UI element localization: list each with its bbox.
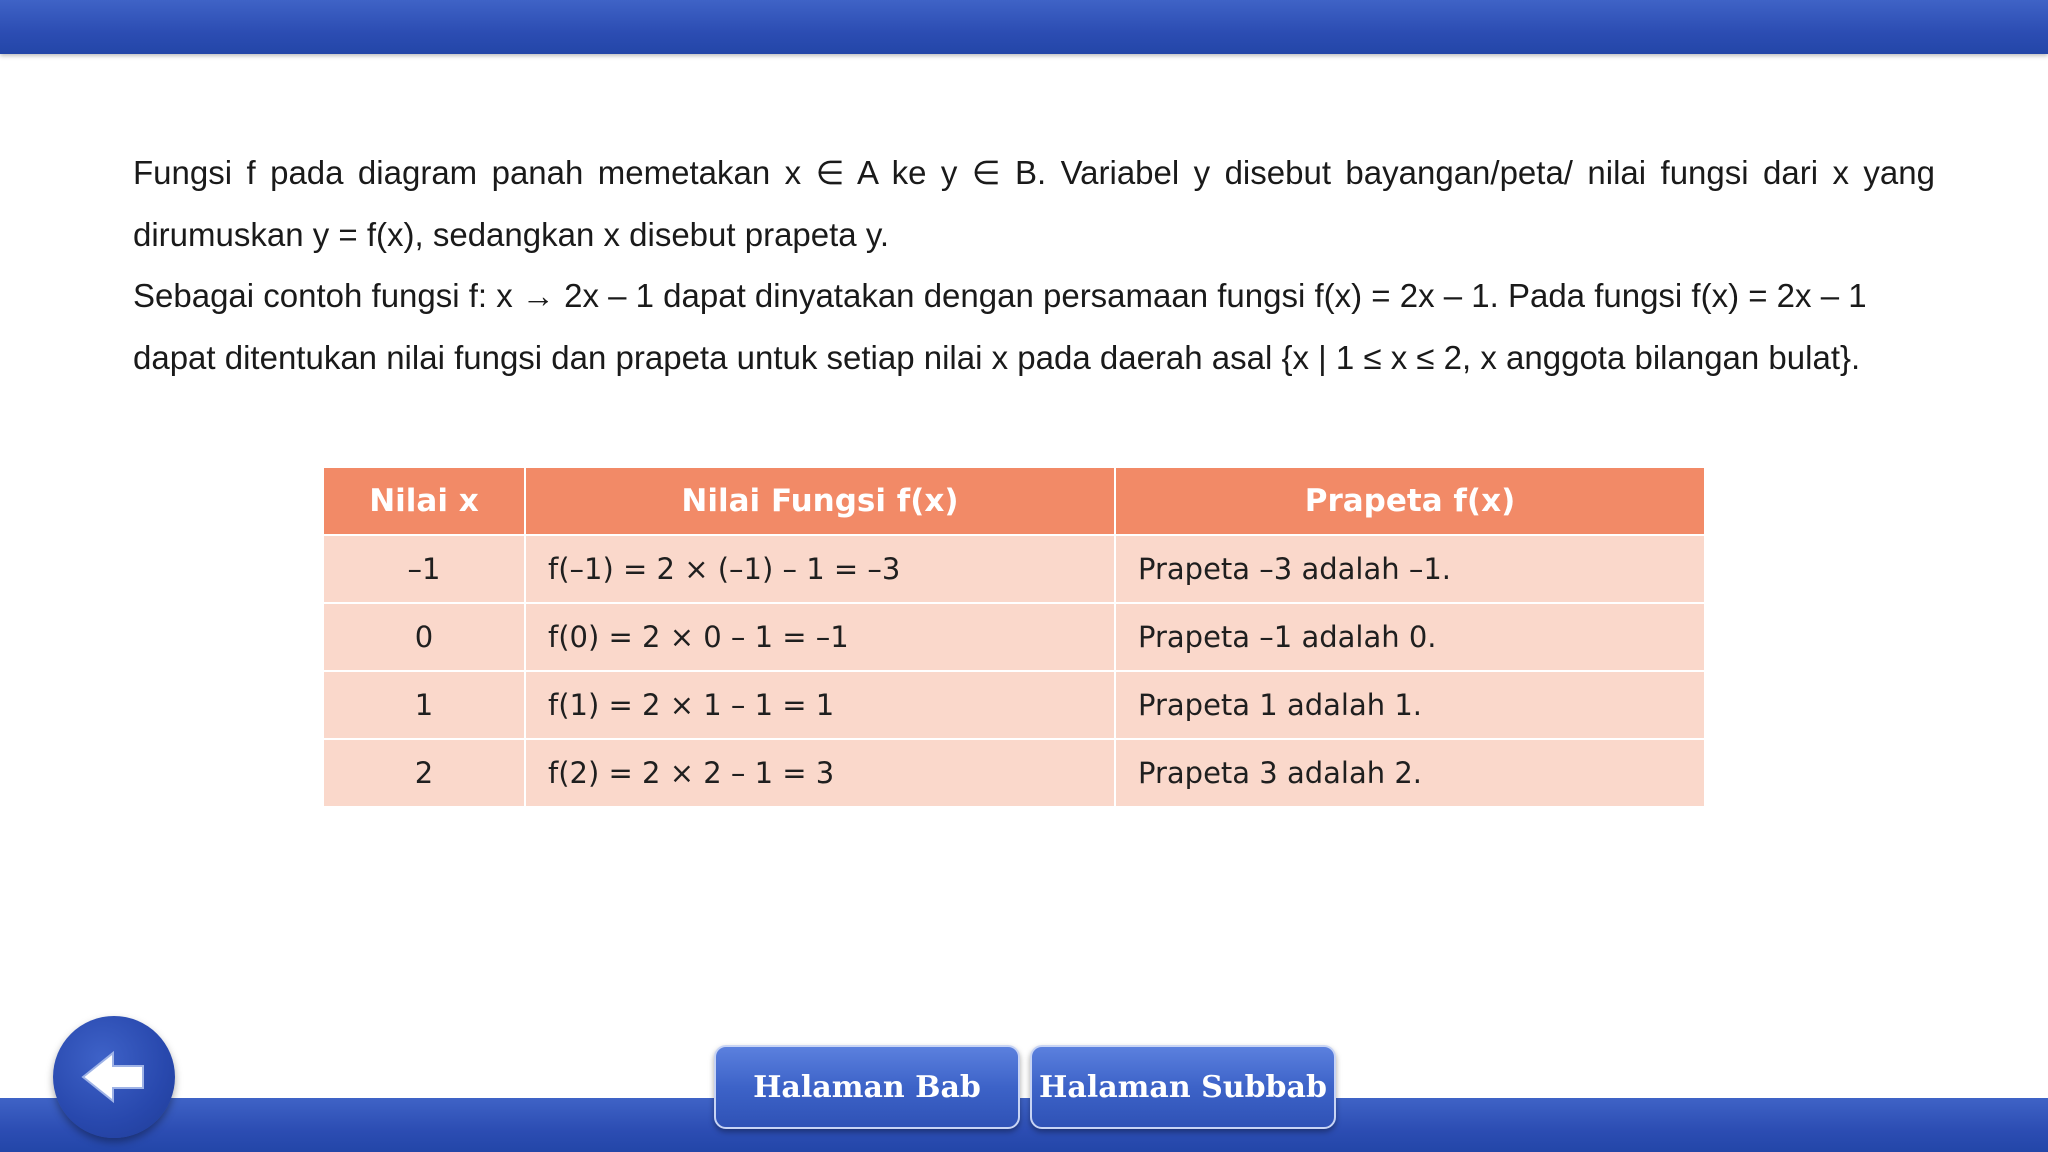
bottom-bar	[0, 1098, 2048, 1152]
back-button[interactable]	[53, 1016, 175, 1138]
explanation-text	[133, 142, 1935, 388]
cell-prapeta: Prapeta 1 adalah 1.	[1115, 671, 1704, 739]
cell-nilai-fungsi: f(–1) = 2 × (–1) – 1 = –3	[525, 535, 1115, 603]
paragraph-definition: Fungsi f pada diagram panah memetakan x ∈ A ke y ∈ B. Variabel y disebut bayangan/peta/ nilai fungsi dari x yang dirumuskan y = f(x), sedangkan x disebut prapeta y.	[133, 154, 1935, 253]
top-bar	[0, 0, 2048, 54]
header-nilai-fungsi: Nilai Fungsi f(x)	[525, 468, 1115, 535]
cell-prapeta: Prapeta 3 adalah 2.	[1115, 739, 1704, 806]
table-row	[324, 671, 1704, 739]
halaman-bab-button[interactable]: Halaman Bab	[714, 1045, 1020, 1129]
halaman-subbab-button[interactable]: Halaman Subbab	[1030, 1045, 1336, 1129]
paragraph-example: Sebagai contoh fungsi f: x → 2x – 1 dapat dinyatakan dengan persamaan fungsi f(x) = 2x – 1. Pada fungsi f(x) = 2x – 1 dapat ditentukan nilai fungsi dan prapeta untuk setiap nilai x pada daerah asal {x | 1 ≤ x ≤ 2, x anggota bilangan bulat}.	[133, 277, 1867, 376]
cell-nilai-fungsi: f(0) = 2 × 0 – 1 = –1	[525, 603, 1115, 671]
function-table-container	[324, 468, 1704, 806]
table-row	[324, 535, 1704, 603]
cell-nilai-fungsi: f(2) = 2 × 2 – 1 = 3	[525, 739, 1115, 806]
header-nilai-x: Nilai x	[324, 468, 525, 535]
table-header-row	[324, 468, 1704, 535]
header-prapeta: Prapeta f(x)	[1115, 468, 1704, 535]
cell-x: 1	[324, 671, 525, 739]
back-arrow-icon	[79, 1049, 149, 1105]
cell-x: –1	[324, 535, 525, 603]
cell-prapeta: Prapeta –1 adalah 0.	[1115, 603, 1704, 671]
function-table	[324, 468, 1704, 806]
cell-x: 2	[324, 739, 525, 806]
cell-nilai-fungsi: f(1) = 2 × 1 – 1 = 1	[525, 671, 1115, 739]
cell-x: 0	[324, 603, 525, 671]
table-row	[324, 603, 1704, 671]
cell-prapeta: Prapeta –3 adalah –1.	[1115, 535, 1704, 603]
table-row	[324, 739, 1704, 806]
